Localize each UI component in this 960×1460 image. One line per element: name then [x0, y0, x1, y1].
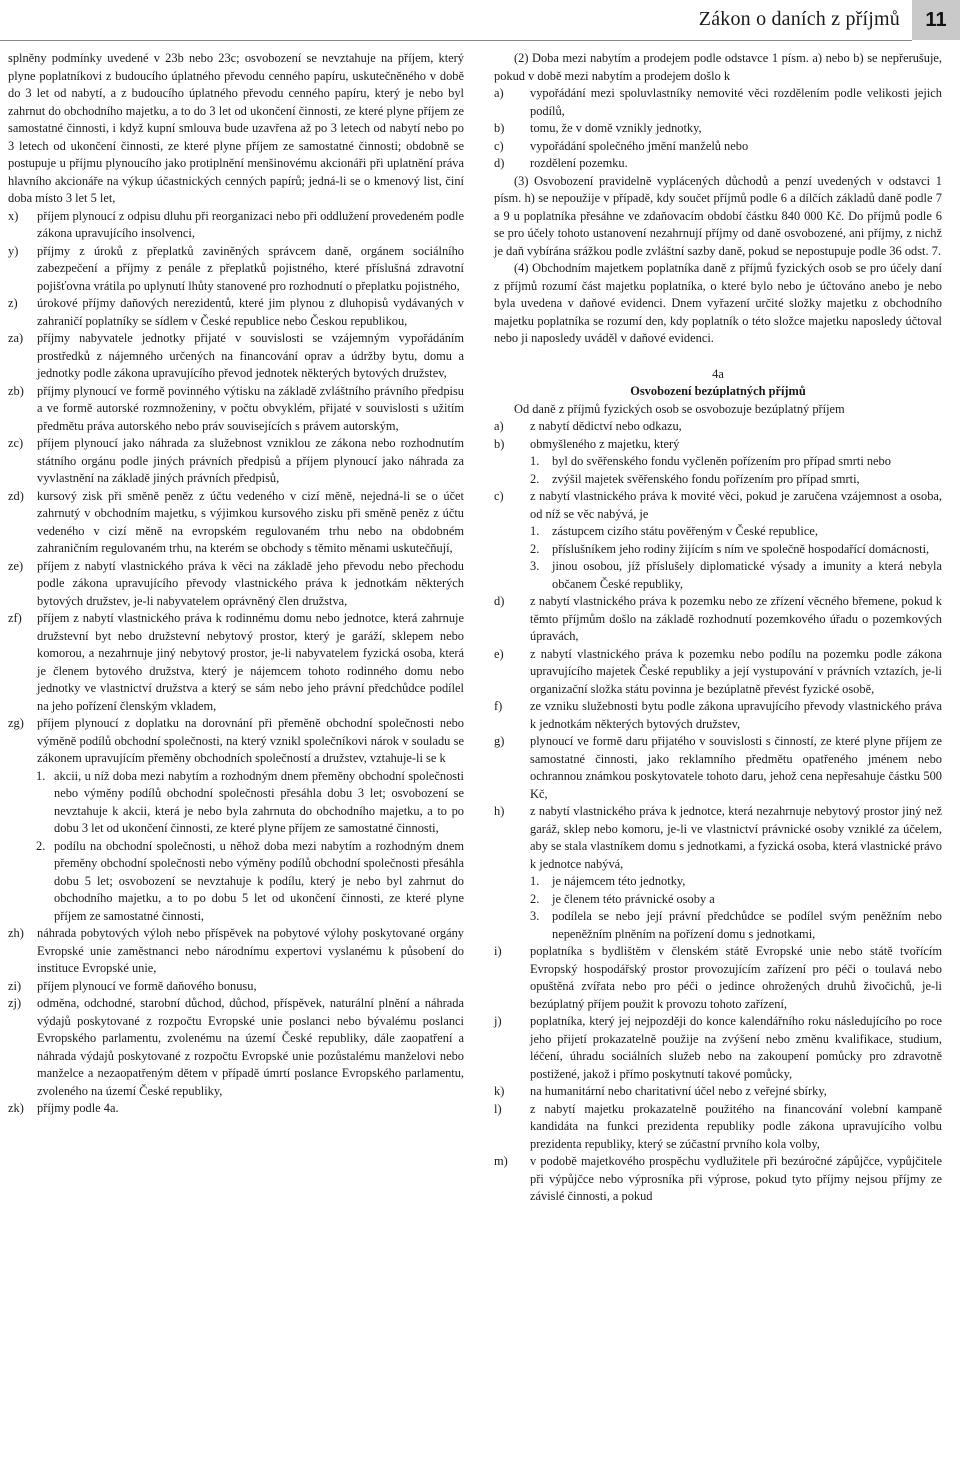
item-label: d) — [494, 156, 505, 170]
item-label: f) — [494, 699, 503, 713]
left-intro-paragraph: splněny podmínky uvedené v 23b nebo 23c; osvobození se nevztahuje na příjem, který plyne poplatníkovi z budoucího úplatného převodu cenného papíru, uskutečněného v době do 3 let od nabytí, a z budoucího úplatného převodu cenného papíru, který je nebo byl zahrnut do obchodního majetku, a to do 3 let od ukončení činnosti, ze které plyne příjem ze samostatné činnosti, i když kupní smlouva bude uzavřena až po 3 letech od nabytí nebo po 3 letech od ukončení činnosti, ze které plyne příjem ze samostatné činnosti; obdobně se postupuje u příjmu plynoucího jako protiplnění menšinovému akcionáři při uplatnění práva hlavního akcionáře na výkup účastnických cenných papírů; jedná-li se o kmenový list, činí doba místo 3 let 5 let, — [8, 51, 464, 205]
list-item — [494, 733, 942, 803]
page-number-badge: 11 — [912, 0, 960, 40]
item-text: je členem této právnické osoby a — [552, 891, 715, 906]
item-label: h) — [494, 804, 505, 818]
list-item — [8, 295, 464, 330]
list-item — [8, 488, 464, 558]
item-label: zj) — [8, 996, 22, 1010]
sub-list-item — [494, 558, 942, 593]
paragraph-2-items — [494, 85, 942, 173]
list-item — [494, 646, 942, 699]
item-label: zf) — [8, 611, 22, 625]
item-label: 2. — [530, 541, 540, 556]
sub-list-item — [494, 541, 942, 559]
item-label: x) — [8, 208, 19, 223]
item-text: příjem plynoucí z doplatku na dorovnání při přeměně obchodní společnosti nebo výměně podílů obchodní společnosti, na který vznikl společníkovi nárok v souladu se zákonem upravujícím přeměny obchodních společností a družstev, vztahuje-li se k — [37, 716, 464, 765]
item-label: a) — [494, 419, 504, 433]
item-label: zk) — [8, 1101, 24, 1115]
list-item — [8, 558, 464, 611]
paragraph-2: (2) Doba mezi nabytím a prodejem podle odstavce 1 písm. a) nebo b) se nepřerušuje, pokud v době mezi nabytím a prodejem došlo k — [494, 51, 942, 83]
list-item — [494, 85, 942, 120]
item-text: akcii, u níž doba mezi nabytím a rozhodným dnem přeměny obchodní společnosti nebo výměny podílů obchodní společnosti přesáhla dobu 3 let; osvobození se nevztahuje k akcii, která je nebo byla zahrnuta do obchodního majetku, a to po dobu 3 let od ukončení činnosti, ze které plyne příjem ze samostatné činnosti, — [54, 768, 464, 835]
item-text: zvýšil majetek svěřenského fondu pořízením pro případ smrti, — [552, 471, 860, 486]
item-label: d) — [494, 594, 505, 608]
item-label: zg) — [8, 716, 24, 730]
item-text: ze vzniku služebnosti bytu podle zákona upravujícího převody vlastnického práva k jednotkám některých bytových družstev, — [530, 699, 942, 731]
item-label: zd) — [8, 488, 24, 503]
item-text: z nabytí vlastnického práva k pozemku nebo ze zřízení věcného břemene, pokud k těmto příjmům došlo na základě rozhodnutí pozemkového úřadu o pozemkových úpravách, — [530, 594, 942, 643]
item-text: kursový zisk při směně peněz z účtu vedeného v cizí měně, nejedná-li se o účet zahrnutý v obchodním majetku, s výjimkou kursového zisku při směně peněz z účtu vedeného v cizí měně na evropském regulovaném trhu nebo na obdobném zahraničním regulovaném trhu, na kterém se obchody s těmito měnami uskutečňují, — [37, 488, 464, 555]
item-label: j) — [494, 1014, 502, 1028]
sub-list-item — [8, 768, 464, 838]
item-label: zb) — [8, 383, 24, 398]
item-label: 2. — [36, 838, 46, 853]
left-column — [8, 50, 464, 1118]
item-text: v podobě majetkového prospěchu vydlužitele při bezúročné zápůjčce, vypůjčitele při výpůjčce nebo výprosníka při výprose, pokud tyto příjmy nejsou příjmy ze závislé činnosti, a pokud — [530, 1154, 942, 1203]
item-text: úrokové příjmy daňových nerezidentů, které jim plynou z dluhopisů vydávaných v zahraničí poplatníky se sídlem v České republice nebo Českou republikou, — [37, 296, 464, 328]
item-label: 3. — [530, 559, 540, 573]
sub-list-item — [494, 523, 942, 541]
list-item — [494, 1153, 942, 1206]
item-text: z nabytí vlastnického práva k jednotce, která nezahrnuje nebytový prostor jiný než garáž, sklep nebo komoru, je-li ve vlastnictví právnické osoby vzniklé za účelem, aby se stala vlastníkem domu s jednotkami, a fyzická osoba, která vlastnické právo k jednotce nabývá, — [530, 804, 942, 871]
sub-list-item — [494, 471, 942, 489]
list-item — [494, 120, 942, 138]
list-item — [8, 330, 464, 383]
zg-subitems-list — [8, 768, 464, 926]
item-text: poplatníka s bydlištěm v členském státě Evropské unie nebo státě tvořícím Evropský hospodářský prostor provozujícím zařízení pro péči o toulavá nebo opuštěná zvířata nebo pro péči o jedince ohrožených druhů živočichů, je-li bezúplatný příjem použit k provozu tohoto zařízení, — [530, 944, 942, 1011]
list-item — [8, 383, 464, 436]
item-text: příjmy podle 4a. — [37, 1101, 119, 1115]
item-text: příjem plynoucí jako náhrada za služebnost vzniklou ze zákona nebo rozhodnutím státního orgánu podle jiných právních předpisů a příjem plynoucí jako náhrada za vyvlastnění na základě jiných právních předpisů, — [37, 436, 464, 485]
section-number: 4a — [712, 366, 724, 381]
list-item — [494, 488, 942, 523]
list-item — [494, 155, 942, 173]
item-text: příjmy plynoucí ve formě povinného výtisku na základě zvláštního právního předpisu a ve formě autorské rozmnoženiny, v počtu obvyklém, přijaté v souvislosti s užitím předmětu práva autorského nebo práv souvisejících s právem autorským, — [37, 383, 464, 433]
section-intro: Od daně z příjmů fyzických osob se osvobozuje bezúplatný příjem — [514, 401, 845, 416]
item-label: ze) — [8, 558, 24, 573]
item-text: na humanitární nebo charitativní účel nebo z veřejné sbírky, — [530, 1084, 827, 1098]
item-label: g) — [494, 734, 505, 748]
paragraph-4: (4) Obchodním majetkem poplatníka daně z příjmů fyzických osob se pro účely daní z příjmů rozumí část majetku poplatníka, o které bylo nebo je účtováno anebo je nebo byla uvedena v daňové evidenci. Dnem vyřazení určité složky majetku z obchodního majetku poplatníka se rozumí den, kdy poplatník o této složce majetku naposledy účtoval nebo ji naposledy uváděl v daňové evidenci. — [494, 261, 942, 345]
running-title: Zákon o daních z příjmů — [698, 8, 900, 30]
item-text: zástupcem cizího státu pověřeným v České republice, — [552, 524, 818, 538]
paragraph-3: (3) Osvobození pravidelně vyplácených důchodů a penzí uvedených v odstavci 1 písm. h) se nepoužije v případě, kdy součet příjmů podle 6 a dílčích základů daně podle 7 a 9 u poplatníka přesáhne ve zdaňovacím období částku 840 000 Kč. Do příjmů podle 6 se pro účely tohoto ustanovení nezahrnují příjmy od daně osvobozené, ani příjmy, z nichž je daň vybírána srážkou podle zvláštní sazby daně, pokud se nepostupuje podle 36 odst. 7. — [494, 173, 942, 258]
list-item — [8, 243, 464, 296]
list-item — [8, 925, 464, 978]
item-label: e) — [494, 646, 504, 661]
item-text: vypořádání společného jmění manželů nebo — [530, 138, 749, 153]
list-item — [494, 436, 942, 454]
item-text: příjmy nabyvatele jednotky přijaté v souvislosti se vzájemným vypořádáním prostředků z nájemného určených na financování oprav a údržby bytu, domu a jednotky podle zákona upravujícího převod jednotek některých bytových družstev, — [37, 331, 464, 380]
item-label: 1. — [530, 524, 540, 538]
item-text: náhrada pobytových výloh nebo příspěvek na pobytové výlohy poskytované orgány Evropské unie zaměstnanci nebo národnímu expertovi vyslanému k působení do instituce Evropské unie, — [37, 926, 464, 975]
item-label: a) — [494, 86, 504, 100]
item-label: zi) — [8, 978, 22, 993]
item-text: příjem z nabytí vlastnického práva k rodinnému domu nebo jednotce, která zahrnuje družstevní byt nebo družstevní nebytový prostor, který je garáží, sklepem nebo komorou, a nezahrnuje jiný nebytový prostor, je-li nabyvatelem fyzická osoba, která je členem bytového družstva, který je nájemcem tohoto rodinného domu nebo jednotky ve vlastnictví družstva a který se sám nebo jeho právní předchůdce podílel na jeho pořízení členským vkladem, — [37, 611, 464, 713]
sub-list-item — [494, 891, 942, 909]
item-text: byl do svěřenského fondu vyčleněn pořízením pro případ smrti nebo — [552, 454, 891, 468]
item-label: 3. — [530, 909, 540, 923]
sub-list-item — [494, 873, 942, 891]
list-item — [8, 208, 464, 243]
item-text: je nájemcem této jednotky, — [552, 874, 686, 888]
section-title: Osvobození bezúplatných příjmů — [630, 384, 806, 398]
list-item — [494, 698, 942, 733]
list-item — [494, 943, 942, 1013]
list-item — [494, 803, 942, 873]
item-text: jinou osobou, jíž příslušely diplomatické výsady a imunity a která nebyla občanem České republiky, — [552, 559, 942, 591]
item-label: b) — [494, 121, 505, 135]
list-item — [8, 1100, 464, 1118]
page-header — [0, 0, 960, 44]
item-text: z nabytí majetku prokazatelně použitého na financování volební kampaně kandidáta na funkci prezidenta republiky podle zákona upravujícího volbu prezidenta republiky, který se zúčastní prvního kola volby, — [530, 1101, 942, 1151]
item-text: příslušníkem jeho rodiny žijícím s ním ve společně hospodařící domácnosti, — [552, 541, 930, 556]
right-column — [494, 50, 942, 1206]
item-label: za) — [8, 331, 24, 345]
item-text: podílu na obchodní společnosti, u něhož doba mezi nabytím a rozhodným dnem přeměny obchodní společnosti nebo výměny podílů obchodní společnosti přesáhla dobu 5 let; osvobození se nevztahuje k podílu, který je nebo byl zahrnut do obchodního majetku, a to po dobu 5 let od ukončení činnosti, ze které plyne příjem ze samostatné činnosti, — [54, 838, 464, 923]
item-label: k) — [494, 1084, 505, 1098]
item-text: z nabytí vlastnického práva k pozemku nebo podílu na pozemku podle zákona upravujícího majetek České republiky a její vystupování v právních vztazích, je-li organizační složka státu povinna je bezúplatně převést fyzické osobě, — [530, 646, 942, 696]
item-label: 1. — [36, 768, 46, 783]
list-item — [494, 138, 942, 156]
sub-list-item — [8, 838, 464, 926]
item-label: i) — [494, 944, 502, 958]
item-label: c) — [494, 138, 504, 153]
item-text: z nabytí dědictví nebo odkazu, — [530, 419, 682, 433]
item-label: zh) — [8, 926, 24, 940]
item-text: rozdělení pozemku. — [530, 156, 628, 170]
list-item — [8, 978, 464, 996]
item-text: podílela se nebo její právní předchůdce se podílel svým peněžním nebo nepeněžním plněním na pořízení domu s jednotkami, — [552, 909, 942, 941]
list-item — [8, 995, 464, 1100]
header-rule — [0, 40, 912, 41]
item-text: poplatníka, který jej nejpozději do konce kalendářního roku následujícího po roce jeho přijetí prokazatelně použije na zvýšení nebo změnu kvalifikace, studium, léčení, úhradu sociálních služeb nebo na zakoupení pomůcky pro zdravotně postižené, jakož i přímo poskytnutí takové pomůcky, — [530, 1014, 942, 1081]
list-item — [8, 715, 464, 768]
section-spacer — [494, 348, 942, 366]
item-label: 2. — [530, 471, 540, 486]
item-label: 1. — [530, 874, 540, 888]
item-text: z nabytí vlastnického práva k movité věci, pokud je zaručena vzájemnost a osoba, od níž se věc nabývá, je — [530, 489, 942, 521]
list-item — [494, 418, 942, 436]
item-text: plynoucí ve formě daru přijatého v souvislosti s činností, ze které plyne příjem ze samostatné činnosti, jako reklamního předmětu opatřeného jménem nebo ochrannou známkou poskytovatele tohoto daru, jehož cena nepřesahuje částku 500 Kč, — [530, 734, 942, 801]
item-label: 2. — [530, 891, 540, 906]
item-label: zc) — [8, 436, 24, 450]
sub-list-item — [494, 453, 942, 471]
sub-list-item — [494, 908, 942, 943]
list-item — [8, 435, 464, 488]
item-label: z) — [8, 296, 18, 310]
item-text: obmyšleného z majetku, který — [530, 436, 680, 451]
list-item — [494, 1101, 942, 1154]
item-label: 1. — [530, 454, 540, 468]
item-text: příjem z nabytí vlastnického práva k věci na základě jeho převodu nebo přechodu podle zákona upravujícího převody vlastnického práva k jednotkám některých bytových družstev, je-li nabyvatelem oprávněný člen družstva, — [37, 558, 464, 608]
item-label: c) — [494, 489, 504, 503]
item-label: m) — [494, 1154, 508, 1168]
item-label: l) — [494, 1101, 502, 1116]
list-item — [494, 1083, 942, 1101]
item-text: příjem plynoucí z odpisu dluhu při reorganizaci nebo při oddlužení provedeném podle zákona upravujícího insolvenci, — [37, 208, 464, 240]
item-text: příjmy z úroků z přeplatků zaviněných správcem daně, orgánem sociálního zabezpečení a příjmy z penále z přeplatků pojistného, které příslušná zdravotní pojišťovna vrátila po uplynutí lhůty stanovené pro rozhodnutí o přeplatku pojistného, — [37, 243, 464, 293]
item-text: tomu, že v domě vznikly jednotky, — [530, 121, 702, 135]
item-text: odměna, odchodné, starobní důchod, důchod, příspěvek, naturální plnění a náhrada výdajů poskytované z rozpočtu Evropské unie poslanci nebo bývalému poslanci Evropského parlamentu, zvolenému na území České republiky, dále zaopatření a náhrada výdajů poskytované z rozpočtu Evropské unie pozůstalému manželovi nebo manželce a nezaopatřeným dětem v případě úmrtí poslance Evropského parlamentu, zvoleného na území České republiky, — [37, 996, 464, 1098]
item-text: příjem plynoucí ve formě daňového bonusu, — [37, 978, 257, 993]
left-items-list — [8, 208, 464, 768]
list-item — [494, 1013, 942, 1083]
section-items-list — [494, 418, 942, 1206]
left-items-list-2 — [8, 925, 464, 1118]
item-label: b) — [494, 436, 505, 451]
list-item — [8, 610, 464, 715]
item-text: vypořádání mezi spoluvlastníky nemovité věci rozdělením podle velikosti jejich podílů, — [530, 86, 942, 118]
item-label: y) — [8, 243, 19, 258]
list-item — [494, 593, 942, 646]
